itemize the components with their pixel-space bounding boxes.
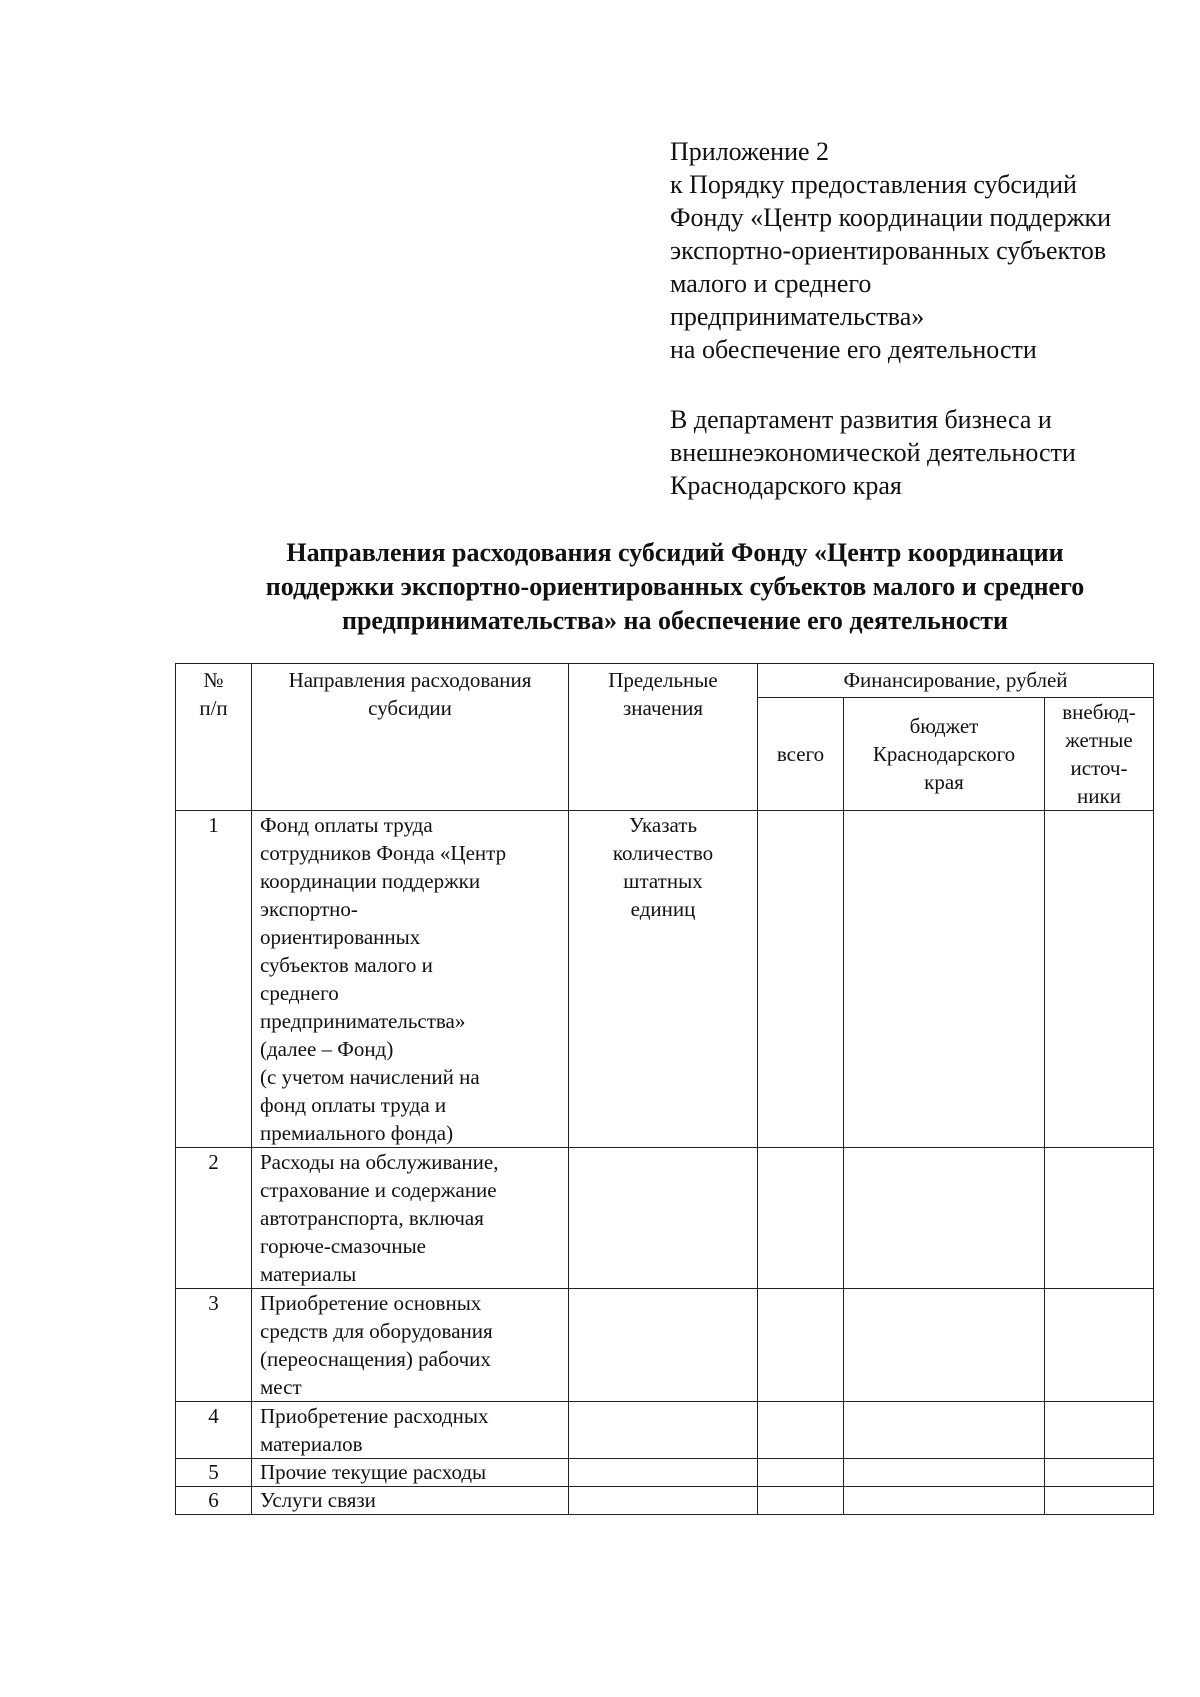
- row-number: 5: [176, 1459, 252, 1487]
- addressee-line: Краснодарского края: [670, 471, 902, 500]
- row-limit: [569, 1459, 758, 1487]
- row-number: 6: [176, 1487, 252, 1515]
- annex-line: предпринимательства»: [670, 302, 925, 331]
- annex-line: экспортно-ориентированных субъектов: [670, 236, 1107, 265]
- row-direction: Прочие текущие расходы: [252, 1459, 569, 1487]
- row-direction: Расходы на обслуживание, страхование и содержание автотранспорта, включая горюче-смазочные материалы: [252, 1148, 569, 1289]
- row-budget-cell: [844, 811, 1045, 1148]
- row-number: 2: [176, 1148, 252, 1289]
- header-num: № п/п: [176, 664, 252, 811]
- table-row: [176, 1148, 1154, 1289]
- row-total-cell: [758, 1148, 844, 1289]
- header-total: всего: [758, 698, 844, 811]
- row-total-cell: [758, 1487, 844, 1515]
- addressee-block: [670, 403, 1170, 502]
- table-row: [176, 1459, 1154, 1487]
- table-row: [176, 1289, 1154, 1402]
- document-title: [150, 536, 1200, 638]
- row-number: 1: [176, 811, 252, 1148]
- header-limit: Предельные значения: [569, 664, 758, 811]
- addressee-line: внешнеэкономической деятельности: [670, 438, 1076, 467]
- header-financing: Финансирование, рублей: [758, 664, 1154, 698]
- row-budget-cell: [844, 1487, 1045, 1515]
- table-row: [176, 1487, 1154, 1515]
- title-line: Направления расходования субсидий Фонду «Центр координации: [286, 538, 1064, 567]
- row-direction: Приобретение основных средств для оборудования (переоснащения) рабочих мест: [252, 1289, 569, 1402]
- row-total-cell: [758, 1459, 844, 1487]
- row-offbudget-cell: [1045, 1402, 1154, 1459]
- row-offbudget-cell: [1045, 811, 1154, 1148]
- row-direction: Услуги связи: [252, 1487, 569, 1515]
- header-direction: Направления расходования субсидии: [252, 664, 569, 811]
- row-offbudget-cell: [1045, 1459, 1154, 1487]
- table-row: [176, 1402, 1154, 1459]
- row-limit: [569, 1289, 758, 1402]
- row-limit: Указать количество штатных единиц: [569, 811, 758, 1148]
- row-total-cell: [758, 1402, 844, 1459]
- row-budget-cell: [844, 1148, 1045, 1289]
- annex-line: Фонду «Центр координации поддержки: [670, 203, 1112, 232]
- header-offbudget: внебюд- жетные источ- ники: [1045, 698, 1154, 811]
- annex-line: на обеспечение его деятельности: [670, 335, 1037, 364]
- row-offbudget-cell: [1045, 1487, 1154, 1515]
- header-budget: бюджет Краснодарского края: [844, 698, 1045, 811]
- row-number: 4: [176, 1402, 252, 1459]
- row-number: 3: [176, 1289, 252, 1402]
- row-budget-cell: [844, 1402, 1045, 1459]
- row-limit: [569, 1402, 758, 1459]
- row-budget-cell: [844, 1459, 1045, 1487]
- row-limit: [569, 1487, 758, 1515]
- annex-line: к Порядку предоставления субсидий: [670, 170, 1077, 199]
- annex-line: малого и среднего: [670, 269, 872, 298]
- row-total-cell: [758, 811, 844, 1148]
- row-direction: Приобретение расходных материалов: [252, 1402, 569, 1459]
- row-limit: [569, 1148, 758, 1289]
- row-offbudget-cell: [1045, 1289, 1154, 1402]
- addressee-line: В департамент развития бизнеса и: [670, 405, 1052, 434]
- row-total-cell: [758, 1289, 844, 1402]
- expense-table: [175, 663, 1154, 1515]
- annex-line: Приложение 2: [670, 137, 830, 166]
- row-direction: Фонд оплаты труда сотрудников Фонда «Центр координации поддержки экспортно- ориентированных субъектов малого и среднего предпринимательства» (далее – Фонд) (с учетом начислений на фонд оплаты труда и премиального фонда): [252, 811, 569, 1148]
- title-line: поддержки экспортно-ориентированных субъектов малого и среднего: [265, 572, 1085, 601]
- title-line: предпринимательства» на обеспечение его деятельности: [341, 606, 1009, 635]
- row-budget-cell: [844, 1289, 1045, 1402]
- annex-block: [670, 135, 1170, 366]
- table-row: [176, 811, 1154, 1148]
- row-offbudget-cell: [1045, 1148, 1154, 1289]
